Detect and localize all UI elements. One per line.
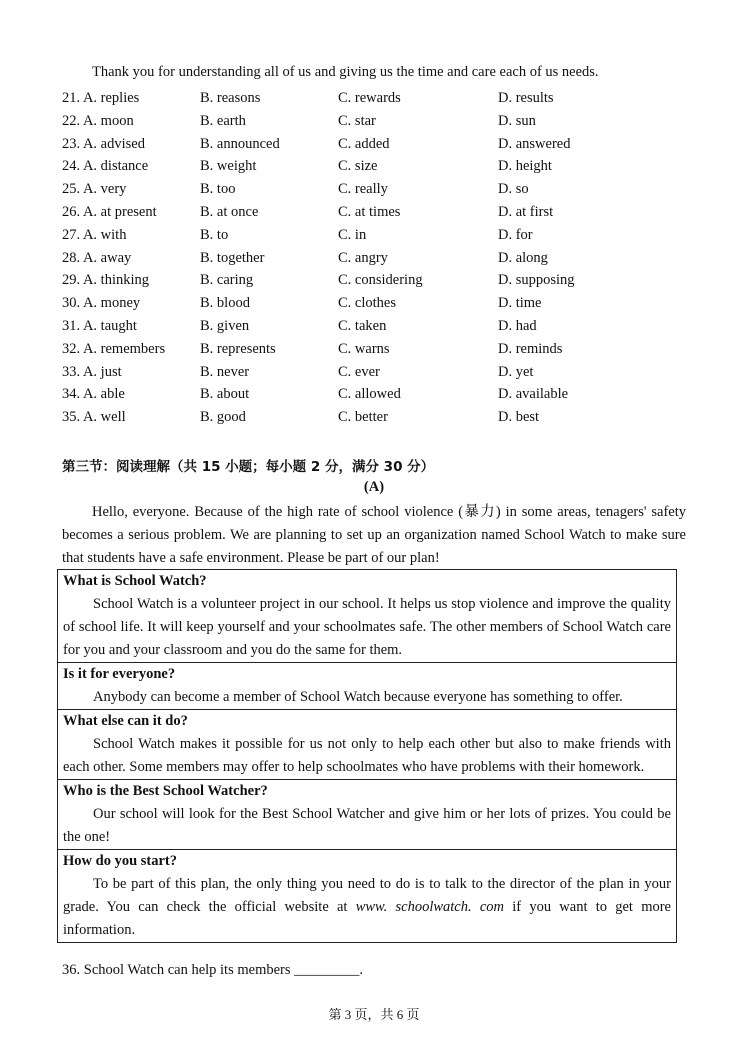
passage-intro [62,501,686,570]
section-heading: 第三节：阅读理解（共 15 小题；每小题 2 分，满分 30 分） [62,459,435,475]
option-d: D. yet [498,363,534,380]
website-link: www. schoolwatch. com [355,899,504,915]
option-c: C. warns [338,340,390,357]
option-row [62,315,702,338]
table-answer: Our school will look for the Best School Watcher and give him or her lots of prizes. You could be the one! [63,806,671,845]
option-c: C. added [338,135,390,152]
question-36: 36. School Watch can help its members _________. [62,962,364,978]
cloze-closing-line: Thank you for understanding all of us and giving us the time and care each of us needs. [92,64,599,80]
option-row [62,292,702,315]
option-c: C. taken [338,317,387,334]
table-answer: School Watch is a volunteer project in our school. It helps us stop violence and improve the quality of school life. It will keep yourself and your schoolmates safe. The other members of School Watch care for you and your classroom and you do the same for them. [63,596,671,658]
option-d: D. supposing [498,272,575,289]
option-c: C. really [338,181,388,198]
option-row [62,110,702,133]
table-question: What is School Watch? [63,573,207,589]
option-row [62,361,702,384]
option-row [62,87,702,110]
option-b: B. represents [200,340,276,357]
option-c: C. rewards [338,90,401,106]
option-c: C. in [338,226,367,243]
option-a: 35. A. well [62,409,126,426]
option-a: 31. A. taught [62,317,137,334]
option-d: D. reminds [498,340,563,357]
option-a: 33. A. just [62,363,122,380]
option-b: B. good [200,409,246,426]
option-row [62,383,702,406]
option-row [62,201,702,224]
option-a: 32. A. remembers [62,340,166,357]
option-row [62,133,702,156]
option-a: 24. A. distance [62,158,149,175]
option-a: 27. A. with [62,226,127,243]
option-d: D. along [498,249,548,266]
option-row [62,224,702,247]
option-a: 29. A. thinking [62,272,150,289]
option-row [62,247,702,270]
option-b: B. to [200,226,229,243]
option-b: B. too [200,181,236,198]
page-footer: 第 3 页，共 6 页 [328,1007,420,1022]
option-row [62,178,702,201]
option-c: C. star [338,112,376,129]
passage-intro-text: Hello, everyone. Because of the high rate of school violence (暴力) in some areas, tenagers' safety becomes a serious problem. We are planning to set up an organization named School Watch to make sure that students have a safe environment. Please be part of our plan! [62,504,686,566]
option-d: D. results [498,90,554,106]
option-b: B. given [200,317,250,334]
option-d: D. height [498,158,552,175]
cloze-options-list [62,87,702,429]
option-c: C. allowed [338,386,401,403]
option-d: D. for [498,226,533,243]
option-d: D. so [498,181,529,198]
option-b: B. earth [200,112,246,129]
option-row [62,269,702,292]
option-c: C. at times [338,203,401,220]
option-a: 26. A. at present [62,203,157,220]
option-d: D. sun [498,112,536,129]
option-a: 28. A. away [62,249,132,266]
option-c: C. angry [338,249,388,266]
option-d: D. had [498,317,537,334]
option-b: B. about [200,386,250,403]
option-a: 21. A. replies [62,90,140,106]
option-d: D. at first [498,203,554,220]
table-question: Who is the Best School Watcher? [58,779,676,803]
option-b: B. together [200,249,265,266]
option-b: B. caring [200,272,254,289]
option-d: D. available [498,386,569,403]
option-b: B. at once [200,203,259,220]
option-b: B. blood [200,295,250,312]
answer-text: To be part of this plan, the only thing you need to do is to talk to the director of the plan in your grade. You can check the official website at [63,876,671,915]
option-a: 23. A. advised [62,135,145,152]
option-d: D. best [498,409,540,426]
option-b: B. reasons [200,90,261,106]
option-c: C. clothes [338,295,396,312]
table-answer: School Watch makes it possible for us not only to help each other but also to make friends with each other. Some members may offer to help schoolmates who have problems with their homework. [63,736,671,775]
option-b: B. weight [200,158,257,175]
option-row [62,155,702,178]
option-a: 34. A. able [62,386,125,403]
option-c: C. size [338,158,378,175]
option-row [62,338,702,361]
option-d: D. answered [498,135,571,152]
option-c: C. better [338,409,388,426]
table-question: How do you start? [58,849,676,873]
option-b: B. never [200,363,250,380]
option-c: C. ever [338,363,380,380]
option-c: C. considering [338,272,423,289]
option-a: 30. A. money [62,295,141,312]
answer-text: if you want to get more information. [63,899,671,938]
option-d: D. time [498,295,542,312]
option-b: B. announced [200,135,280,152]
table-answer [58,873,676,942]
passage-label: (A) [363,479,385,495]
info-table [57,569,677,943]
table-question: Is it for everyone? [58,662,676,686]
table-answer: Anybody can become a member of School Watch because everyone has something to offer. [93,689,623,705]
option-row [62,406,702,429]
option-a: 22. A. moon [62,112,134,129]
option-a: 25. A. very [62,181,127,198]
table-question: What else can it do? [58,709,676,733]
